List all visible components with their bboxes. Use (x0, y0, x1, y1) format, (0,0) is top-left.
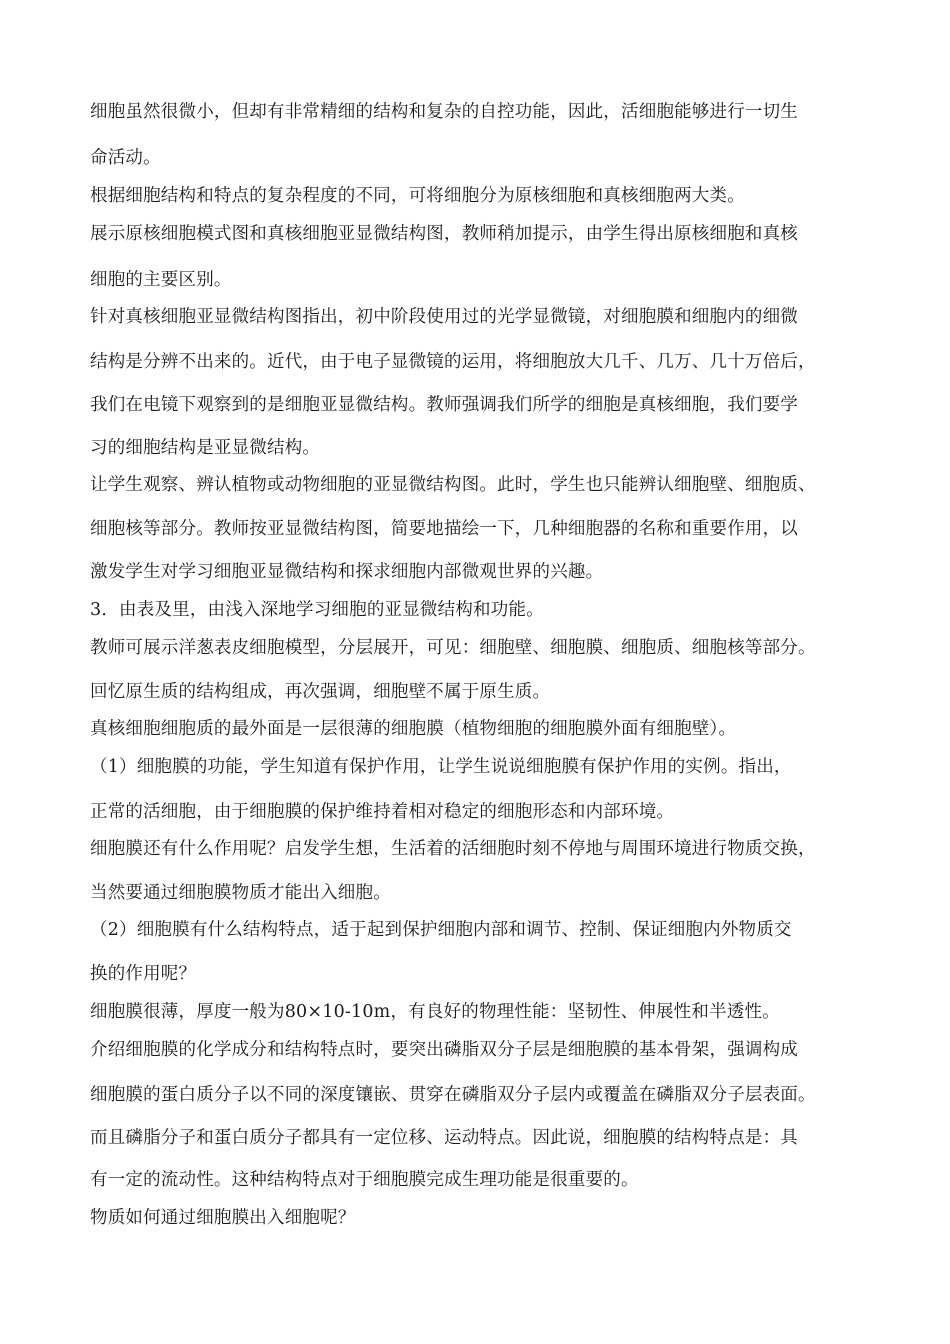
text-line: 习的细胞结构是亚显微结构。 (90, 438, 321, 458)
text-line: 教师可展示洋葱表皮细胞模型，分层展开，可见：细胞壁、细胞膜、细胞质、细胞核等部分。 (90, 638, 816, 658)
text-line: 针对真核细胞亚显微结构图指出，初中阶段使用过的光学显微镜，对细胞膜和细胞内的细微 (90, 307, 798, 327)
text-line: 当然要通过细胞膜物质才能出入细胞。 (90, 883, 391, 903)
text-line: 让学生观察、辨认植物或动物细胞的亚显微结构图。此时，学生也只能辨认细胞壁、细胞质、 (90, 475, 816, 495)
text-line: 物质如何通过细胞膜出入细胞呢？ (90, 1208, 356, 1228)
text-line: 细胞膜还有什么作用呢？启发学生想，生活着的活细胞时刻不停地与周围环境进行物质交换， (90, 839, 816, 859)
text-line: （2）细胞膜有什么结构特点，适于起到保护细胞内部和调节、控制、保证细胞内外物质交 (90, 920, 792, 940)
text-line: 正常的活细胞，由于细胞膜的保护维持着相对稳定的细胞形态和内部环境。 (90, 802, 675, 822)
text-line: 根据细胞结构和特点的复杂程度的不同，可将细胞分为原核细胞和真核细胞两大类。 (90, 186, 745, 206)
text-line: 换的作用呢？ (90, 964, 197, 984)
text-line: （1）细胞膜的功能，学生知道有保护作用，让学生说说细胞膜有保护作用的实例。指出， (90, 757, 792, 777)
text-line: 细胞核等部分。教师按亚显微结构图，简要地描绘一下，几种细胞器的名称和重要作用，以 (90, 519, 798, 539)
text-line: 细胞膜的蛋白质分子以不同的深度镶嵌、贯穿在磷脂双分子层内或覆盖在磷脂双分子层表面。 (90, 1085, 816, 1105)
text-line: 细胞虽然很微小，但却有非常精细的结构和复杂的自控功能，因此，活细胞能够进行一切生 (90, 102, 798, 122)
text-line: 介绍细胞膜的化学成分和结构特点时，要突出磷脂双分子层是细胞膜的基本骨架，强调构成 (90, 1040, 798, 1060)
text-line: 我们在电镜下观察到的是细胞亚显微结构。教师强调我们所学的细胞是真核细胞，我们要学 (90, 395, 798, 415)
text-line: 命活动。 (90, 148, 161, 168)
text-line: 而且磷脂分子和蛋白质分子都具有一定位移、运动特点。因此说，细胞膜的结构特点是：具 (90, 1128, 798, 1148)
text-line: 结构是分辨不出来的。近代，由于电子显微镜的运用，将细胞放大几千、几万、几十万倍后， (90, 352, 816, 372)
text-line: 细胞膜很薄，厚度一般为80×10-10m，有良好的物理性能：坚韧性、伸展性和半透性。 (90, 1002, 780, 1022)
text-line: 展示原核细胞模式图和真核细胞亚显微结构图，教师稍加提示，由学生得出原核细胞和真核 (90, 224, 798, 244)
text-line: 回忆原生质的结构组成，再次强调，细胞壁不属于原生质。 (90, 682, 551, 702)
text-line: 激发学生对学习细胞亚显微结构和探求细胞内部微观世界的兴趣。 (90, 562, 604, 582)
text-line: 有一定的流动性。这种结构特点对于细胞膜完成生理功能是很重要的。 (90, 1170, 639, 1190)
text-line: 真核细胞细胞质的最外面是一层很薄的细胞膜（植物细胞的细胞膜外面有细胞壁）。 (90, 719, 737, 739)
text-line: 3．由表及里，由浅入深地学习细胞的亚显微结构和功能。 (90, 600, 544, 620)
text-line: 细胞的主要区别。 (90, 270, 232, 290)
